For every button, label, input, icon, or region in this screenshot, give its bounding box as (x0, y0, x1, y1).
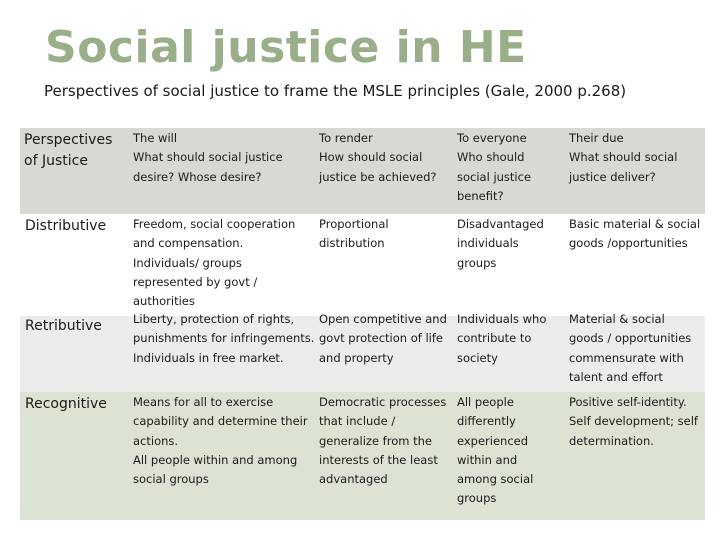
header-cell-to-render: To render How should social justice be achieved? (319, 131, 437, 184)
table-cell: Positive self-identity. Self development; self determination. (569, 395, 698, 448)
table-cell: Democratic processes that include / generalize from the interests of the least advantaged (319, 395, 447, 487)
table-cell: Material & social goods / opportunities commensurate with talent and effort (569, 312, 692, 384)
row-label-retributive: Retributive (25, 318, 102, 334)
table-cell: Freedom, social cooperation and compensation. Individuals/ groups represented by govt / authorities (133, 217, 296, 309)
table-cell: Individuals who contribute to society (457, 312, 547, 365)
table-cell: All people differently experienced within and among social groups (457, 395, 534, 506)
table-cell: Basic material & social goods /opportunities (569, 217, 701, 251)
perspectives-table (20, 128, 705, 520)
table-cell: Liberty, protection of rights, punishments for infringements. Individuals in free market. (133, 312, 315, 365)
table-cell: Proportional distribution (319, 217, 389, 251)
header-cell-the-will: The will What should social justice desire? Whose desire? (133, 131, 283, 184)
table-cell: Open competitive and govt protection of life and property (319, 312, 447, 365)
table-row-recognitive (20, 392, 705, 520)
header-cell-their-due: Their due What should social justice deliver? (569, 131, 678, 184)
table-cell: Disadvantaged individuals groups (457, 217, 544, 270)
row-label-distributive: Distributive (25, 218, 107, 234)
row-label-recognitive: Recognitive (25, 396, 107, 412)
table-row-retributive (20, 312, 705, 392)
header-cell-to-everyone: To everyone Who should social justice benefit? (457, 131, 532, 203)
table-cell: Means for all to exercise capability and determine their actions. All people within and among social groups (133, 395, 308, 487)
header-perspectives-label: Perspectives of Justice (24, 132, 113, 169)
slide-title: Social justice in HE (45, 22, 527, 73)
table-row-distributive (20, 214, 705, 316)
table-header-row (20, 128, 705, 214)
slide-subtitle: Perspectives of social justice to frame the MSLE principles (Gale, 2000 p.268) (44, 82, 627, 100)
